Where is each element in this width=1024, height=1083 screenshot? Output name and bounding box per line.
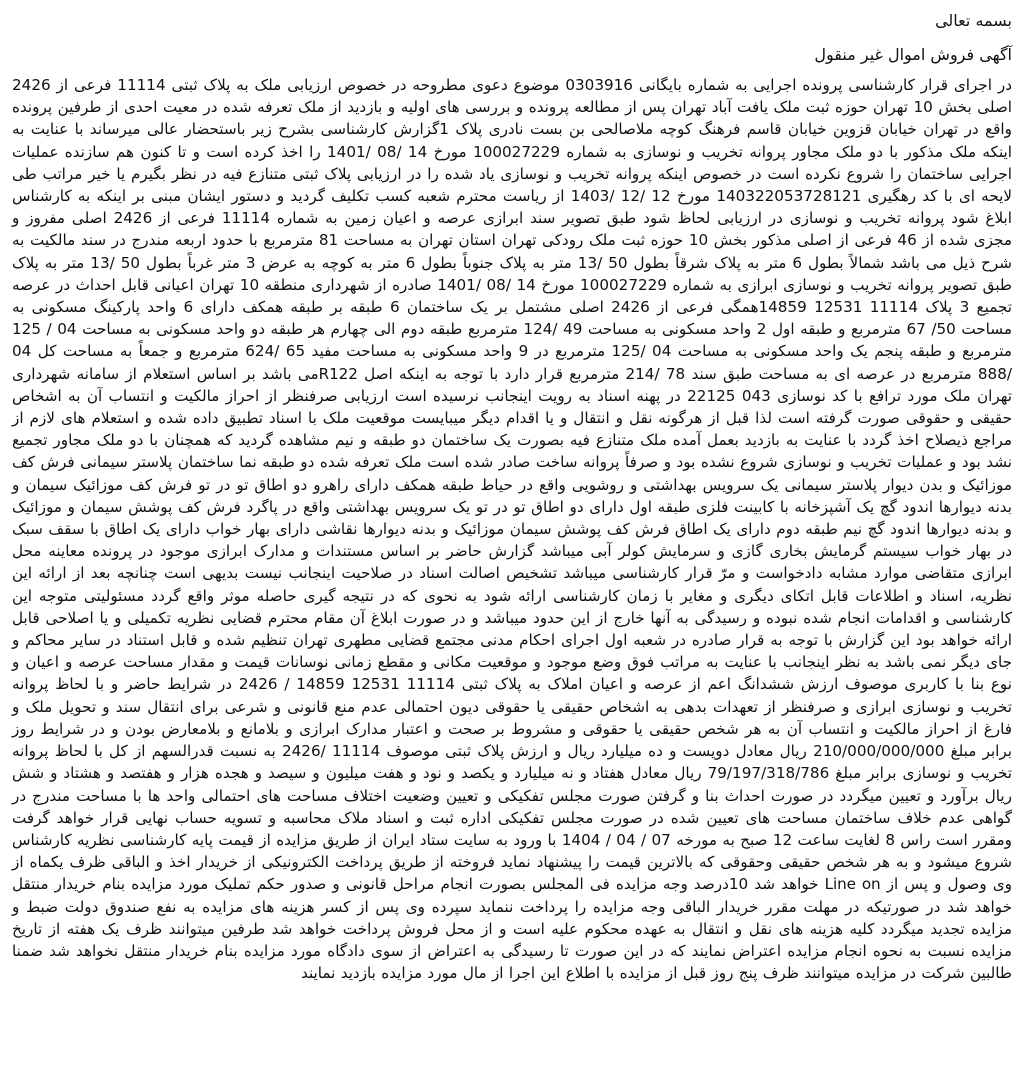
notice-title: آگهی فروش اموال غیر منقول bbox=[814, 45, 1012, 64]
notice-body: در اجرای قرار کارشناسی پرونده اجرایی به شماره بایگانی 0303916 موضوع دعوی مطروحه در خصوص ارزیابی ملک به پلاک ثبتی 11114 فرعی از 2426 اصلی بخش 10 تهران حوزه ثبت ملک یافت آباد تهران پس از مطالعه پرونده و بررسی های اولیه و بازدید از ملک تعرفه شده در معیت احدی از طرفین پرونده واقع در تهران خیابان قزوین خیابان قاسم فرهنگ کوچه ملاصالحی بن بست نادری پلاک 1گزارش کارشناسی بشرح زیر باستحضار عالی میرساند با عنایت به اینکه ملک مذکور با دو ملک مجاور پروانه تخریب و نوسازی به شماره 100027229 مورخ 14 /08 /1401 را اخذ کرده است و تا کنون هم سازنده عملیات اجرایی ساختمان را شروع نکرده است در خصوص اینکه پروانه تخریب و نوسازی یاد شده را در ارزیابی پلاک ثبتی متنازع فیه در نظر بگیرم یا خیر مراتب طی لایحه ای با کد رهگیری 140322053728121 مورخ 12 /12 /1403 از ریاست محترم شعبه کسب تکلیف گردید و دستور ایشان مبنی بر اینکه به کارشناس ابلاغ شود پروانه تخریب و نوسازی در ارزیابی لحاظ شود طبق تصویر سند ابرازی عرصه و اعیان زمین به شماره 11114 فرعی از 2426 اصلی مفروز و مجزی شده از 46 فرعی از اصلی مذکور بخش 10 حوزه ثبت ملک رودکی تهران استان تهران به مساحت 81 مترمربع با حدود اربعه مندرج در سند مالکیت به شرح ذیل می باشد شمالاً بطول 6 متر به پلاک شرقاً بطول 50 /13 متر به پلاک جنوباً بطول 6 متر به کوچه به عرض 3 متر غرباً بطول 50 /13 متر به پلاک طبق تصویر پروانه تخریب و نوسازی ابرازی به شماره 100027229 مورخ 14 /08 /1401 صادره از شهرداری منطقه 10 تهران اعیانی قابل احداث در عرصه تجمیع 3 پلاک 11114 12531 14859همگی فرعی از 2426 اصلی مشتمل بر یک ساختمان 6 طبقه بر طبقه همکف دارای 6 واحد پارکینگ مسکونی به مساحت 50/ 67 مترمربع و طبقه اول 2 واحد مسکونی به مساحت 49 /124 مترمربع طبقه دوم الی چهارم هر طبقه دو واحد مسکونی به مساحت 04 / 125 مترمربع و طبقه پنجم یک واحد مسکونی به مساحت 04 /125 مترمربع در 9 واحد مسکونی به مساحت مفید 65 /624 مترمربع و جمعاً به مساحت کل 04 /888 مترمربع در عرصه ای به مساحت طبق سند 78 /214 مترمربع قرار دارد با توجه به اینکه اصل R122می باشد بر اساس استعلام از سامانه شهرداری تهران ملک مورد ترافع با کد نوسازی 043 22125 در پهنه اسناد به رویت اینجانب نرسیده است ارزیابی صرفنظر از احراز مالکیت و انتساب آن به اشخاص حقیقی و حقوقی صورت گرفته است لذا قبل از هرگونه نقل و انتقال و یا اقدام دیگر میبایست موقعیت ملک با اسناد تطبیق داده شده و استعلام های لازم از مراجع ذیصلاح اخذ گردد با عنایت به بازدید بعمل آمده ملک متنازع فیه بصورت یک ساختمان دو طبقه و نیم مشاهده گردید که همچنان با دو ملک مجاور تجمیع نشد بود و عملیات تخریب و نوسازی شروع نشده بود و صرفاً پروانه ساخت صادر شده است ملک تعرفه شده دو طبقه نما ساختمان پلاستر سیمانی فرش کف موزائیک و بدن دیوار پلاستر سیمانی یک سرویس بهداشتی و روشویی واقع در حیاط طبقه همکف دارای راهرو دو اطاق تو در تو فرش کف موزائیک سیمان و بدنه دیوارها اندود گچ یک آشپزخانه با کابینت فلزی طبقه اول دارای دو اطاق تو در تو یک سرویس بهداشتی واقع در پاگرد فرش کف پوشش سیمان و موزائیک و بدنه دیوارها اندود گچ نیم طبقه دوم دارای یک اطاق فرش کف پوشش سیمان موزائیک و بدنه دیوارها نقاشی دارای بهار خواب دارای یک اطاق با سقف سبک در بهار خواب سیستم گرمایش بخاری گازی و سرمایش کولر آبی میباشد گزارش حاضر بر اساس مستندات و مدارک ابرازی موجود در پرونده معاینه محل ابرازی متقاضی موارد مشابه دادخواست و مرّ قرار کارشناسی میباشد تشخیص اصالت اسناد در صلاحیت اینجانب نیست بدیهی است چنانچه بعد از ارائه این نظریه، اسناد و اطلاعات قابل اتکای دیگری و مغایر با زمان کارشناسی ارائه شود به نحوی که در نتیجه گیری حاصله موثر واقع گردد مسئولیتی متوجه این کارشناسی و اقدامات انجام شده نبوده و رسیدگی به آنها خارج از این حدود میباشد و در صورت ابلاغ آن مقام محترم قضایی نظریه تکمیلی و یا اصلاحی قابل ارائه خواهد بود این گزارش با توجه به قرار صادره در شعبه اول اجرای احکام مدنی مجتمع قضایی مطهری تهران تنظیم شده و قابل استناد در سایر محاکم و جای دیگر نمی باشد به نظر اینجانب با عنایت به مراتب فوق وضع موجود و موقعیت مکانی و مقطع زمانی نوسانات قیمت و مقدار مساحت عرصه و اعیان و نوع بنا با کاربری موصوف ارزش ششدانگ اعم از عرصه و اعیان املاک به پلاک ثبتی 11114 12531 14859 / 2426 در شرایط حاضر و با لحاظ پروانه تخریب و نوسازی ابرازی و صرفنظر از تعهدات بدهی به اشخاص حقیقی یا حقوقی دیون احتمالی عدم منع قانونی و شرعی برای انتقال سند و تحویل ملک و فارغ از احراز مالکیت و انتساب آن به هر شخص حقیقی یا حقوقی و مشروط بر صحت و اعتبار مدارک ابرازی و بلامانع و بلامعارض بودن و در شرایط روز برابر مبلغ 210/000/000/000 ریال معادل دویست و ده میلیارد ریال و ارزش پلاک ثبتی موصوف 11114 /2426 به نسبت قدرالسهم از کل با لحاظ پروانه تخریب و نوسازی برابر مبلغ 79/197/318/786 ریال معادل هفتاد و نه میلیارد و یکصد و نود و هفت میلیون و سیصد و هجده هزار و هفتصد و هشتاد و شش ریال برآورد و تعیین میگردد در صورت احداث بنا و گرفتن صورت مجلس تفکیکی و تعیین وضعیت اختلاف مساحت های احتمالی واحد ها با مساحت مندرج در گواهی عدم خلاف ساختمان مساحت های تعیین شده در صورت مجلس تفکیکی اداره ثبت و اسناد ملاک محاسبه و تسویه حساب نهایی قرار خواهد گرفت ومقرر است راس 8 لغایت ساعت 12 صبح به مورخه 07 / 04 / 1404 با ورود به سایت ستاد ایران از طریق مزایده از قیمت پایه کارشناسی نظریه کارشناس شروع میشود و به هر شخص حقیقی وحقوقی که بالاترین قیمت را پیشنهاد نماید فروخته از طریق پرداخت الکترونیکی از خریدار اخذ و الباقی ظرف یکماه از وی وصول و پس از Line on خواهد شد 10درصد وجه مزایده فی المجلس بصورت انجام مراحل قانونی و صدور حکم تملیک مورد مزایده بنام خریدار منتقل خواهد شد در صورتیکه در مهلت مقرر خریدار الباقی وجه مزایده را پرداخت ننماید سپرده وی پس از کسر هزینه های مزایده به نفع صندوق دولت ضبط و مزایده تجدید میگردد کلیه هزینه های نقل و انتقال به عهده محکوم علیه است و از محل فروش پرداخت خواهد شد طرفین میتوانند ظرف یک هفته از تاریخ مزایده نسبت به نحوه انجام مزایده اعتراض نمایند که در این صورت تا رسیدگی به اعتراض از سوی دادگاه مورد مزایده بنام خریدار منتقل نخواهد شد ضمنا طالبین شرکت در مزایده میتوانند ظرف پنج روز قبل از مزایده با اطلاع این اجرا از مال مورد مزایده بازدید نمایند bbox=[12, 76, 1013, 983]
basmala-heading: بسمه تعالی bbox=[935, 11, 1012, 30]
